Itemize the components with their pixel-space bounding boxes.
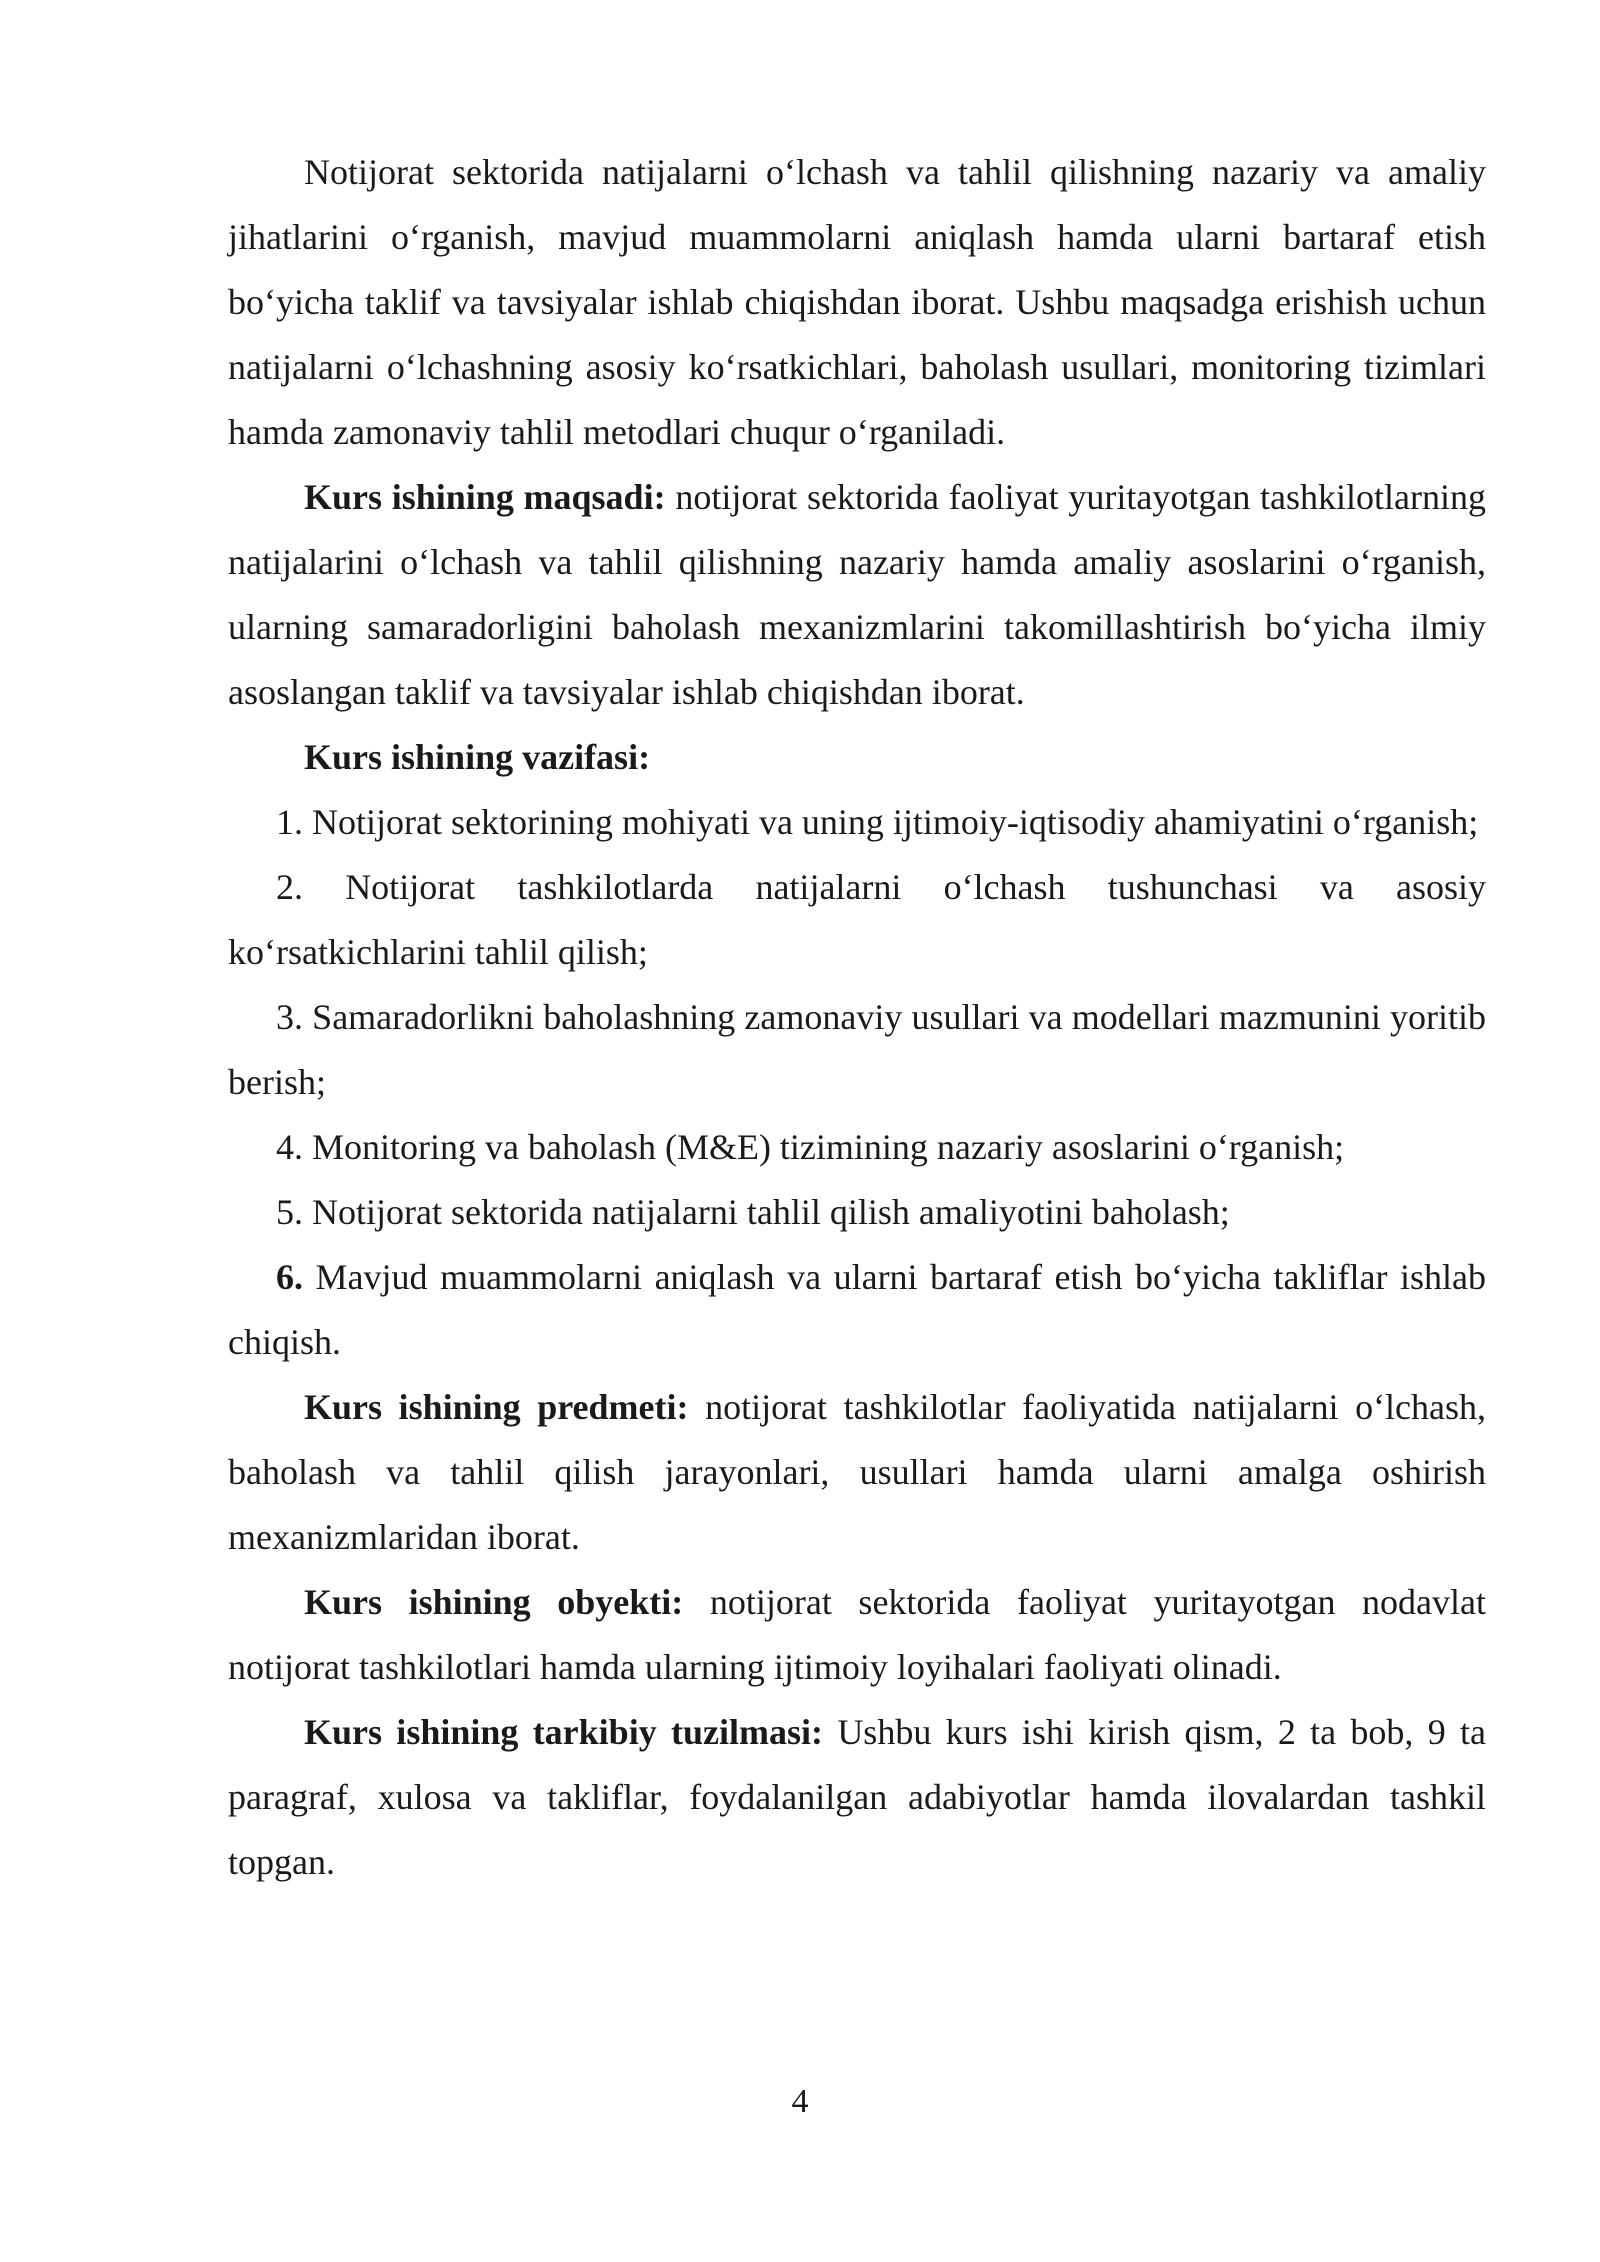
intro-text: Notijorat sektorida natijalarni o‘lchash va tahlil qilishning nazariy va amaliy jihatlarini o‘rganish, mavjud muammolarni aniqlash hamda ularni bartaraf etish bo‘yicha taklif va tavsiyalar ishlab chiqishdan iborat. Ushbu maqsadga erishish uchun natijalarni o‘lchashning asosiy ko‘rsatkichlari, baholash usullari, monitoring tizimlari hamda zamonaviy tahlil metodlari chuqur o‘rganiladi. [228,152,1486,452]
goal-label: Kurs ishining maqsadi: [304,477,666,517]
task-text: Monitoring va baholash (M&E) tizimining nazariy asoslarini o‘rganish; [312,1127,1345,1167]
page-number: 4 [791,2083,809,2120]
body-text [228,140,1486,1895]
subject-label: Kurs ishining predmeti: [304,1387,689,1427]
task-number: 5. [276,1192,303,1232]
task-item-6 [228,1245,1486,1375]
tasks-heading [228,725,1486,790]
subject-paragraph [228,1375,1486,1570]
goal-paragraph [228,465,1486,725]
task-item-3 [228,985,1486,1115]
task-number: 4. [276,1127,303,1167]
structure-paragraph [228,1700,1486,1895]
task-text: Mavjud muammolarni aniqlash va ularni bartaraf etish bo‘yicha takliflar ishlab chiqish. [228,1257,1487,1362]
object-label: Kurs ishining obyekti: [304,1582,684,1622]
task-item-5 [228,1180,1486,1245]
task-text: Notijorat sektorida natijalarni tahlil qilish amaliyotini baholash; [312,1192,1230,1232]
subject-text: notijorat tashkilotlar faoliyatida natijalarni o‘lchash, baholash va tahlil qilish jarayonlari, usullari hamda ularni amalga oshirish mexanizmlaridan iborat. [228,1387,1487,1557]
object-paragraph [228,1570,1486,1700]
task-number: 3. [276,997,303,1037]
structure-text: Ushbu kurs ishi kirish qism, 2 ta bob, 9 ta paragraf, xulosa va takliflar, foydalanilgan adabiyotlar hamda ilovalardan tashkil topgan. [228,1712,1487,1882]
task-text: Notijorat sektorining mohiyati va uning ijtimoiy-iqtisodiy ahamiyatini o‘rganish; [312,802,1479,842]
task-item-2 [228,855,1486,985]
structure-label: Kurs ishining tarkibiy tuzilmasi: [304,1712,823,1752]
task-number: 2. [276,867,303,907]
intro-paragraph [228,140,1486,465]
object-text: notijorat sektorida faoliyat yuritayotgan nodavlat notijorat tashkilotlari hamda ularning ijtimoiy loyihalari faoliyati olinadi. [228,1582,1487,1687]
task-number: 1. [276,802,303,842]
tasks-label: Kurs ishining vazifasi: [304,737,651,777]
task-item-1 [228,790,1486,855]
task-text: Notijorat tashkilotlarda natijalarni o‘lchash tushunchasi va asosiy ko‘rsatkichlarini tahlil qilish; [228,867,1487,972]
task-item-4 [228,1115,1486,1180]
task-number: 6. [276,1257,303,1297]
task-text: Samaradorlikni baholashning zamonaviy usullari va modellari mazmunini yoritib berish; [228,997,1487,1102]
goal-text: notijorat sektorida faoliyat yuritayotgan tashkilotlarning natijalarini o‘lchash va tahlil qilishning nazariy hamda amaliy asoslarini o‘rganish, ularning samaradorligini baholash mexanizmlarini takomillashtirish bo‘yicha ilmiy asoslangan taklif va tavsiyalar ishlab chiqishdan iborat. [228,477,1487,712]
